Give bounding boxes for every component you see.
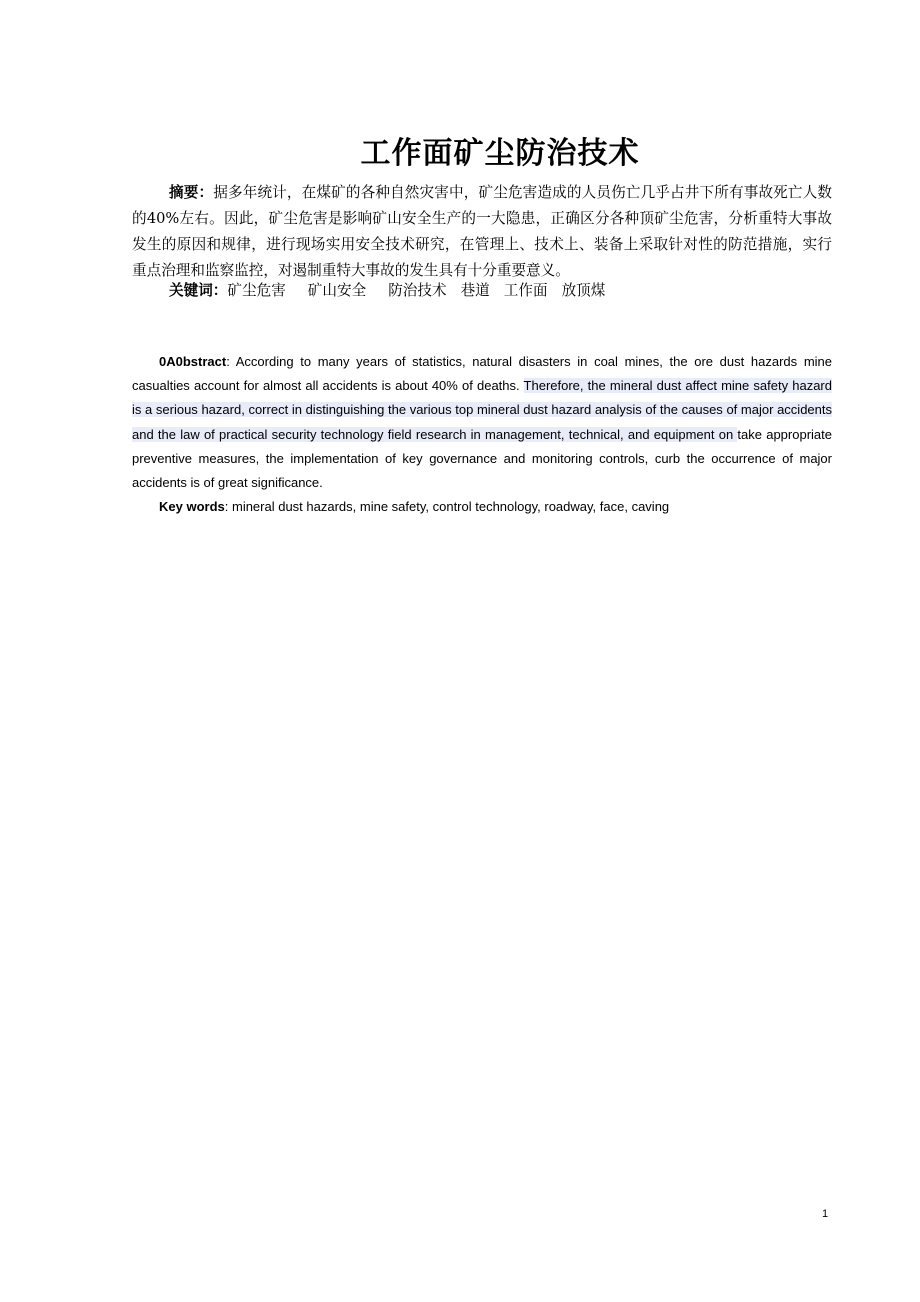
english-abstract	[132, 350, 832, 495]
chinese-abstract-separator: ：	[198, 184, 214, 201]
english-abstract-separator: :	[226, 354, 236, 369]
chinese-abstract-text: 据多年统计，在煤矿的各种自然灾害中，矿尘危害造成的人员伤亡几乎占井下所有事故死亡人数的40%左右。因此，矿尘危害是影响矿山安全生产的一大隐患，正确区分各种顶矿尘危害，分析重特大事故发生的原因和规律，进行现场实用安全技术研究，在管理上、技术上、装备上采取针对性的防范措施，实行重点治理和监察监控，对遏制重特大事故的发生具有十分重要意义。	[132, 184, 832, 279]
chinese-keyword: 矿尘危害	[227, 282, 286, 299]
english-abstract-text-end: take appropriate preventive measures, the implementation of key governance and monitoring controls, curb the occurrence of major accidents is of great significance.	[132, 426, 832, 491]
chinese-keyword: 工作面	[503, 282, 548, 299]
document-title: 工作面矿尘防治技术	[360, 136, 640, 172]
english-keywords-text: mineral dust hazards, mine safety, control technology, roadway, face, caving	[231, 499, 670, 514]
english-keywords-separator: :	[224, 499, 232, 514]
chinese-keywords	[132, 278, 832, 304]
english-abstract-text: According to many years of statistics, natural disasters in coal mines, the ore dust hazards mine casualties account for almost all accidents is about 40% of deaths.	[132, 354, 832, 394]
chinese-keyword: 防治技术	[388, 282, 447, 299]
chinese-keyword: 巷道	[460, 282, 490, 299]
english-abstract-highlighted-text: Therefore, the mineral dust affect mine safety hazard is a serious hazard, correct in distinguishing the various top mineral dust hazard analysis of the causes of major accidents and the law of practical security technology field research in management, technical, and equipment on	[132, 378, 832, 442]
english-keywords	[132, 495, 832, 519]
chinese-keyword: 放顶煤	[561, 282, 606, 299]
chinese-abstract	[132, 180, 832, 284]
english-abstract-label: 0A0bstract	[159, 354, 227, 369]
chinese-abstract-label: 摘要	[169, 184, 199, 201]
chinese-keywords-label: 关键词	[169, 282, 213, 299]
english-keywords-label: Key words	[159, 499, 225, 514]
page-number: 1	[822, 1208, 829, 1220]
chinese-keyword: 矿山安全	[307, 282, 367, 299]
chinese-keywords-separator: ：	[212, 282, 228, 299]
